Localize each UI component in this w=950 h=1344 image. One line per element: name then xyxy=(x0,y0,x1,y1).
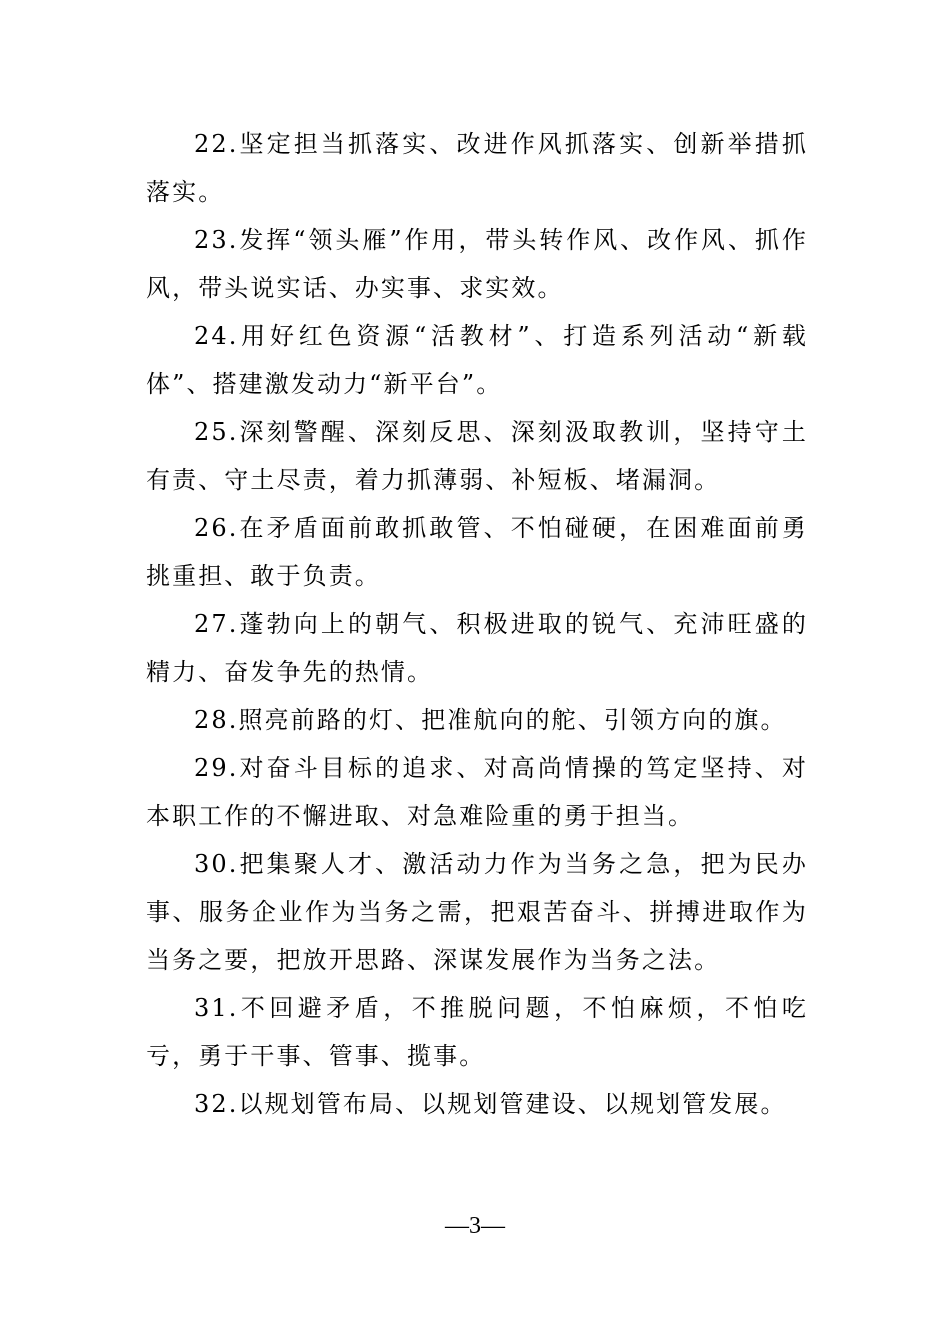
paragraph-item-31: 31.不回避矛盾，不推脱问题，不怕麻烦，不怕吃亏，勇于干事、管事、揽事。 xyxy=(146,994,808,1070)
document-body xyxy=(146,120,808,1128)
paragraph-item-25: 25.深刻警醒、深刻反思、深刻汲取教训，坚持守土有责、守土尽责，着力抓薄弱、补短板、堵漏洞。 xyxy=(146,418,808,494)
page-number: —3— xyxy=(445,1213,505,1239)
paragraph-item-27: 27.蓬勃向上的朝气、积极进取的锐气、充沛旺盛的精力、奋发争先的热情。 xyxy=(146,610,808,686)
paragraph-item-28: 28.照亮前路的灯、把准航向的舵、引领方向的旗。 xyxy=(194,706,787,734)
paragraph-item-22: 22.坚定担当抓落实、改进作风抓落实、创新举措抓落实。 xyxy=(146,130,808,206)
paragraph-item-26: 26.在矛盾面前敢抓敢管、不怕碰硬，在困难面前勇挑重担、敢于负责。 xyxy=(146,514,808,590)
paragraph-item-32: 32.以规划管布局、以规划管建设、以规划管发展。 xyxy=(194,1090,787,1118)
paragraph-item-30: 30.把集聚人才、激活动力作为当务之急，把为民办事、服务企业作为当务之需，把艰苦奋斗、拼搏进取作为当务之要，把放开思路、深谋发展作为当务之法。 xyxy=(146,850,808,974)
paragraph-item-24: 24.用好红色资源“活教材”、打造系列活动“新载体”、搭建激发动力“新平台”。 xyxy=(146,322,808,398)
paragraph-item-29: 29.对奋斗目标的追求、对高尚情操的笃定坚持、对本职工作的不懈进取、对急难险重的勇于担当。 xyxy=(146,754,808,830)
paragraph-item-23: 23.发挥“领头雁”作用，带头转作风、改作风、抓作风，带头说实话、办实事、求实效。 xyxy=(146,226,808,302)
